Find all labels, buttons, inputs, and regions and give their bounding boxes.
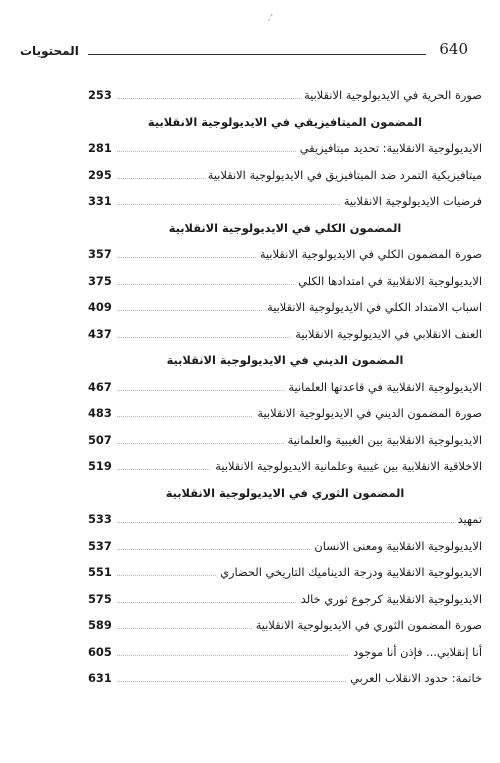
entry-title: صورة المضمون الكلي في الايديولوجية الانقلابية: [256, 241, 482, 268]
entry-title: أنا إنقلابي... فإذن أنا موجود: [349, 639, 482, 666]
entry-title: الايديولوجية الانقلابية ومعنى الانسان: [310, 533, 482, 560]
entry-page-number: 467: [88, 374, 116, 401]
entry-page-number: 605: [88, 639, 116, 666]
toc-section-heading: [88, 347, 482, 374]
entry-page-number: 631: [88, 665, 116, 692]
header-rule: [88, 54, 426, 55]
leader-dots: [114, 522, 482, 523]
entry-page-number: 437: [88, 321, 116, 348]
toc-section-heading: [88, 109, 482, 136]
entry-title: الايديولوجية الانقلابية كرجوع ثوري خالد: [297, 586, 482, 613]
toc-section-heading: [88, 480, 482, 507]
entry-title: الايديولوجية الانقلابية في قاعدتها العلمانية: [284, 374, 482, 401]
toc-entry: [88, 374, 482, 401]
entry-title: تمهيد: [454, 506, 482, 533]
toc-entry: [88, 321, 482, 348]
toc-entry: [88, 241, 482, 268]
entry-title: الايديولوجية الانقلابية ودرجة الديناميك التاريخي الحضاري: [216, 559, 482, 586]
entry-title: صورة الحرية في الايديولوجية الانقلابية: [300, 82, 482, 109]
toc-entry: [88, 268, 482, 295]
entry-page-number: 533: [88, 506, 116, 533]
entry-title: الاخلاقية الانقلابية بين غيبية وعلمانية الايديولوجية الانقلابية: [211, 453, 482, 480]
header-title: المحتويات: [20, 44, 79, 58]
toc-entry: [88, 639, 482, 666]
entry-title: الايديولوجية الانقلابية في امتدادها الكلي: [294, 268, 482, 295]
entry-page-number: 483: [88, 400, 116, 427]
entry-page-number: 375: [88, 268, 116, 295]
toc-entry: [88, 82, 482, 109]
toc-entry: [88, 506, 482, 533]
toc-entry: [88, 294, 482, 321]
entry-page-number: 409: [88, 294, 116, 321]
entry-page-number: 575: [88, 586, 116, 613]
running-header: [20, 40, 468, 70]
entry-page-number: 589: [88, 612, 116, 639]
section-heading-text: المضمون الثوري في الايديولوجية الانقلابية: [165, 485, 405, 500]
section-heading-text: المضمون الميتافيزيقي في الايديولوجية الانقلابية: [147, 114, 423, 129]
toc-entry: [88, 135, 482, 162]
entry-page-number: 253: [88, 82, 116, 109]
entry-page-number: 357: [88, 241, 116, 268]
entry-title: اسباب الامتداد الكلي في الايديولوجية الانقلابية: [263, 294, 482, 321]
toc-entry: [88, 612, 482, 639]
entry-page-number: 281: [88, 135, 116, 162]
page-number: 640: [439, 40, 468, 58]
page-smudge: ﻧ ُ: [268, 14, 273, 23]
entry-title: العنف الانقلابي في الايديولوجية الانقلابية: [291, 321, 482, 348]
entry-title: فرضيات الايديولوجية الانقلابية: [340, 188, 482, 215]
entry-title: خاتمة: حدود الانقلاب العربي: [346, 665, 482, 692]
toc-entry: [88, 427, 482, 454]
toc-section-heading: [88, 215, 482, 242]
entry-page-number: 331: [88, 188, 116, 215]
table-of-contents: [88, 82, 482, 692]
toc-entry: [88, 665, 482, 692]
entry-title: صورة المضمون الثوري في الايديولوجية الانقلابية: [252, 612, 482, 639]
entry-page-number: 519: [88, 453, 116, 480]
toc-entry: [88, 162, 482, 189]
entry-page-number: 551: [88, 559, 116, 586]
toc-entry: [88, 188, 482, 215]
section-heading-text: المضمون الكلي في الايديولوجية الانقلابية: [168, 220, 402, 235]
entry-title: ميتافيزيكية التمرد ضد الميتافيزيق في الايديولوجية الانقلابية: [204, 162, 482, 189]
entry-page-number: 507: [88, 427, 116, 454]
section-heading-text: المضمون الديني في الايديولوجية الانقلابية: [166, 353, 404, 367]
toc-entry: [88, 400, 482, 427]
entry-title: الايديولوجية الانقلابية بين الغيبية والعلمانية: [284, 427, 482, 454]
entry-page-number: 537: [88, 533, 116, 560]
toc-entry: [88, 453, 482, 480]
toc-entry: [88, 559, 482, 586]
toc-entry: [88, 533, 482, 560]
entry-title: الايديولوجية الانقلابية: تحديد ميتافيزيقي: [296, 135, 482, 162]
entry-page-number: 295: [88, 162, 116, 189]
entry-title: صورة المضمون الديني في الايديولوجية الانقلابية: [253, 400, 482, 427]
toc-entry: [88, 586, 482, 613]
